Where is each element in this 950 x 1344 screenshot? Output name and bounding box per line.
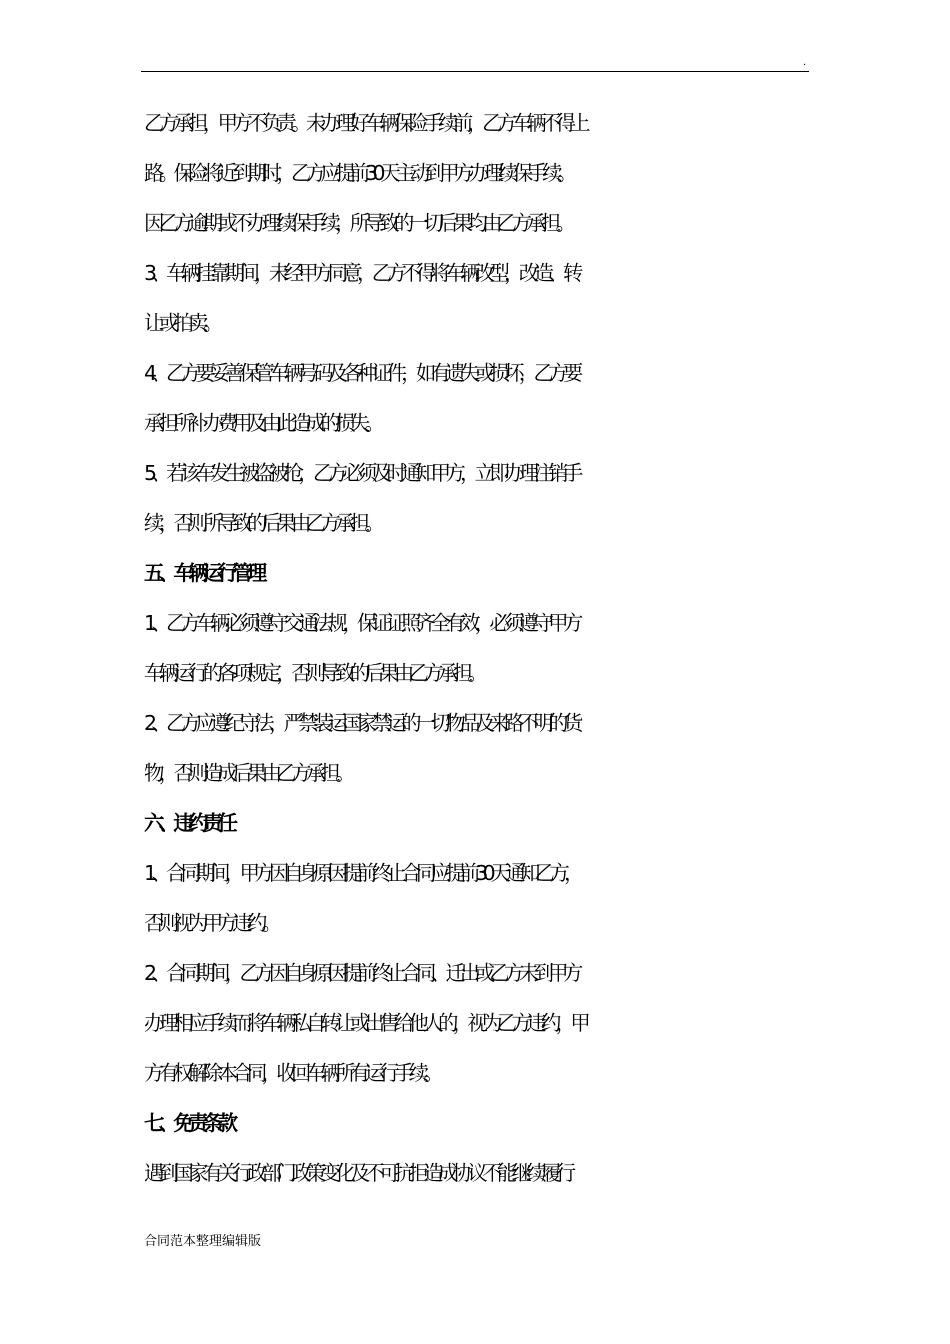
clause-4-line: 承担所补办费用及由此造成的损失。	[144, 411, 380, 435]
document-body	[144, 98, 824, 1198]
clause-2-line: 物，否则造成后果由乙方承担。	[144, 761, 350, 785]
clause-2-line: 办理相应手续而将车辆私自转让或出售给他人的，视为乙方违约，甲	[144, 1011, 585, 1035]
body-line: 乙方承担，甲方不负责。未办理好车辆保险手续前，乙方车辆不得上	[144, 111, 585, 135]
clause-3-line: 让或拍卖。	[144, 311, 218, 335]
clause-2-line: 方有权解除本合同，收回车辆所有运行手续。	[144, 1061, 438, 1085]
body-line: 因乙方逾期或不办理续保手续，所导致的一切后果均由乙方承担。	[144, 211, 571, 235]
header-mark: .	[803, 57, 807, 68]
clause-5-line: 5、若该车发生被盗被抢，乙方必须及时通知甲方，立即办理注销手	[144, 461, 578, 485]
clause-3-line: 3、车辆挂靠期间，未经甲方同意，乙方不得将车辆改型，改造、转	[144, 261, 578, 285]
header-rule	[141, 71, 809, 72]
body-line: 路。保险将近到期时，乙方应提前 30 天主动到甲方办理续保手续。	[144, 161, 572, 185]
body-line: 遇到国家有关行政部门政策变化及不可抗拒造成协议不能继续履行	[144, 1161, 571, 1185]
clause-2-line: 2、合同期间，乙方因自身原因提前终止合同、迁出或乙方未到甲方	[144, 961, 578, 985]
clause-1-line: 否则视为甲方违约。	[144, 911, 277, 935]
clause-5-line: 续，否则所导致的后果由乙方承担。	[144, 511, 380, 535]
section-heading-7: 七、免责条款	[144, 1111, 233, 1135]
clause-2-line: 2、乙方应遵纪守法，严禁装运国家禁运的一切物品及来路不明的货	[144, 711, 578, 735]
clause-1-line: 1、乙方车辆必须遵守交通法规，保证证照齐全有效，必须遵守甲方	[144, 611, 578, 635]
section-heading-5: 五、车辆运行管理	[144, 561, 262, 585]
page-footer: 合同范本整理编辑版	[144, 1234, 262, 1249]
section-heading-6: 六、违约责任	[144, 811, 233, 835]
clause-1-line: 车辆运行的各项规定，否则导致的后果由乙方承担。	[144, 661, 483, 685]
clause-1-line: 1、合同期间，甲方因自身原因提前终止合同应提前 30 天通知乙方，	[144, 861, 579, 885]
clause-4-line: 4、乙方要妥善保管车辆号码及各种证件，如有遗失或损坏，乙方要	[144, 361, 578, 385]
